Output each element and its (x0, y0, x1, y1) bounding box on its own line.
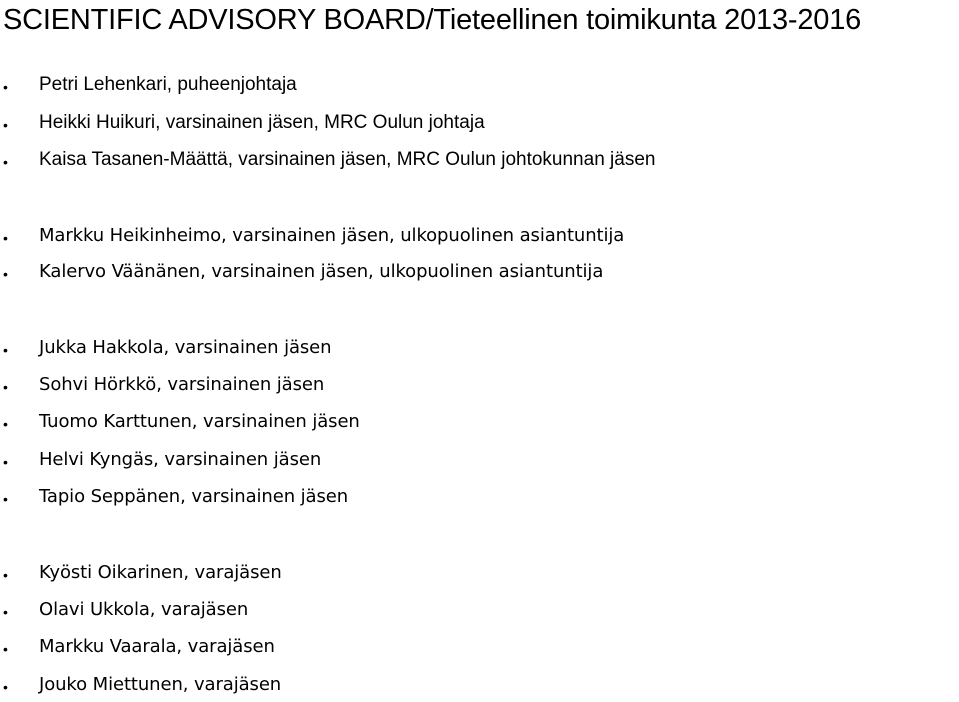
member-label: Olavi Ukkola, varajäsen (39, 599, 249, 620)
member-label: Jukka Hakkola, varsinainen jäsen (39, 337, 332, 358)
bullet-icon: • (3, 679, 8, 695)
list-item (0, 560, 959, 590)
member-label: Tapio Seppänen, varsinainen jäsen (39, 486, 349, 507)
member-label: Jouko Miettunen, varajäsen (39, 674, 282, 695)
bullet-icon: • (3, 604, 8, 620)
list-item (0, 72, 959, 102)
bullet-icon: • (3, 230, 8, 246)
bullet-icon: • (3, 641, 8, 657)
bullet-icon: • (3, 491, 8, 507)
member-label: Heikki Huikuri, varsinainen jäsen, MRC Oulun johtaja (39, 112, 485, 133)
bullet-icon: • (3, 454, 8, 470)
bullet-icon: • (3, 79, 8, 95)
list-item (0, 447, 959, 477)
bullet-icon: • (3, 342, 8, 358)
list-item (0, 484, 959, 514)
list-item (0, 597, 959, 627)
member-label: Kyösti Oikarinen, varajäsen (39, 562, 282, 583)
list-item (0, 147, 959, 177)
member-label: Markku Vaarala, varajäsen (39, 636, 275, 657)
member-label: Tuomo Karttunen, varsinainen jäsen (39, 411, 360, 432)
bullet-icon: • (3, 567, 8, 583)
bullet-icon: • (3, 416, 8, 432)
list-item (0, 110, 959, 140)
bullet-icon: • (3, 117, 8, 133)
bullet-icon: • (3, 154, 8, 170)
list-item (0, 223, 959, 253)
member-label: Petri Lehenkari, puheenjohtaja (39, 74, 297, 95)
list-item (0, 335, 959, 365)
list-item (0, 259, 959, 289)
bullet-icon: • (3, 266, 8, 282)
member-label: Helvi Kyngäs, varsinainen jäsen (39, 449, 322, 470)
list-item (0, 372, 959, 402)
list-item (0, 634, 959, 664)
member-label: Markku Heikinheimo, varsinainen jäsen, ulkopuolinen asiantuntija (39, 225, 625, 246)
member-label: Kaisa Tasanen-Määttä, varsinainen jäsen, MRC Oulun johtokunnan jäsen (39, 149, 656, 170)
member-label: Sohvi Hörkkö, varsinainen jäsen (39, 374, 325, 395)
list-item (0, 409, 959, 439)
bullet-icon: • (3, 379, 8, 395)
member-label: Kalervo Väänänen, varsinainen jäsen, ulkopuolinen asiantuntija (39, 261, 604, 282)
slide-title: SCIENTIFIC ADVISORY BOARD/Tieteellinen toimikunta 2013-2016 (3, 4, 862, 36)
